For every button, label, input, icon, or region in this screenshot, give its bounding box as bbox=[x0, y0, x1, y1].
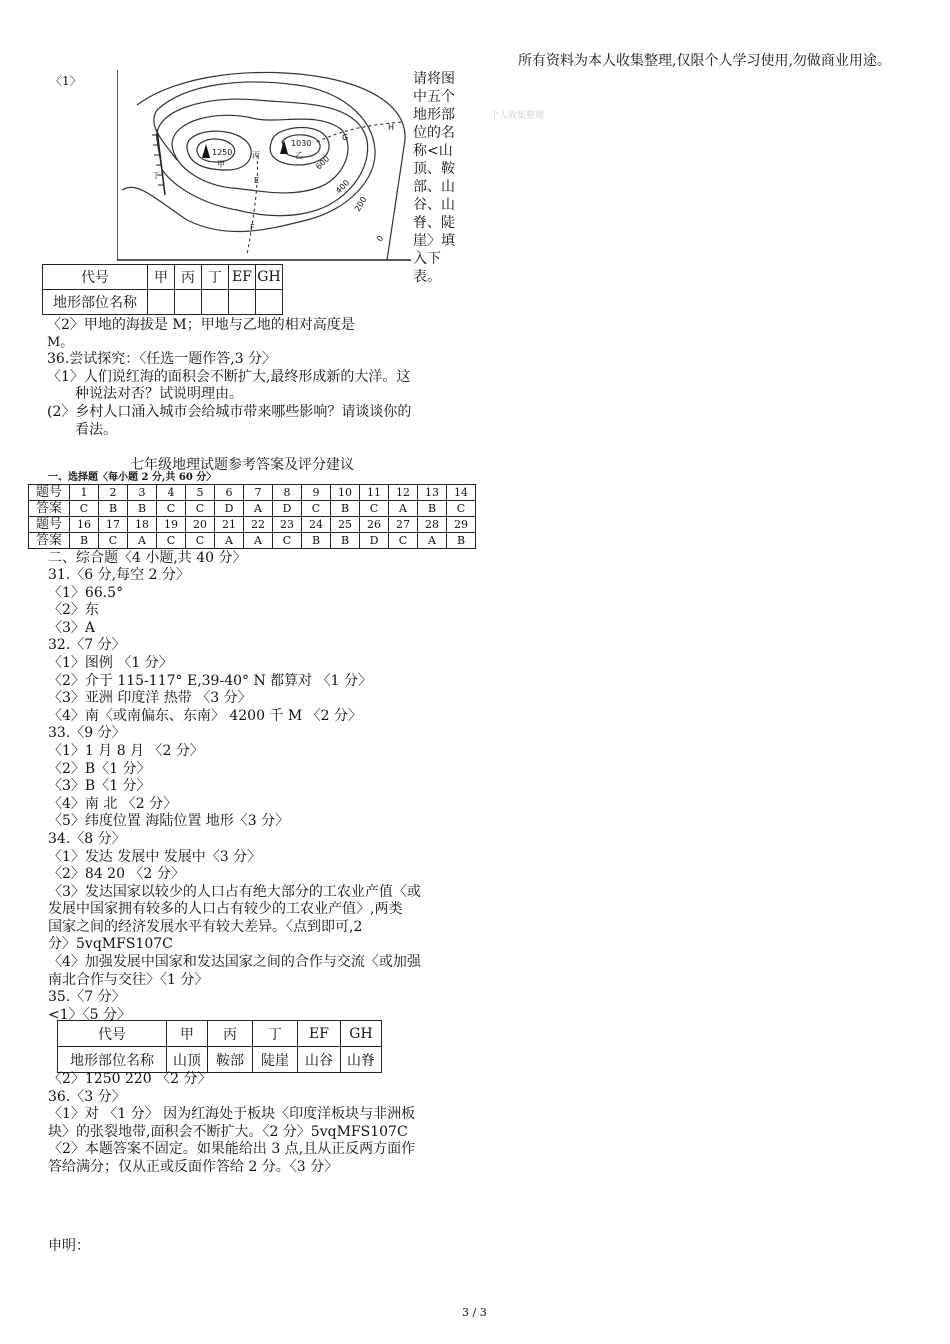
answer-line: 发展中国家拥有较多的人口占有较少的工农业产值〉,两类 bbox=[48, 901, 403, 918]
answer-cell: B bbox=[128, 501, 157, 517]
answer-line: 〈2〉84 20 〈2 分〉 bbox=[48, 866, 185, 883]
answer-line: 〈1〉发达 发展中 发展中〈3 分〉 bbox=[48, 848, 262, 865]
answer-cell: 24 bbox=[302, 517, 331, 533]
answer-cell: A bbox=[215, 533, 244, 549]
answer-cell: C bbox=[447, 501, 476, 517]
table-header: 题号 bbox=[29, 485, 70, 501]
answer-cell: B bbox=[447, 533, 476, 549]
table-cell bbox=[229, 290, 256, 315]
answer-cell: D bbox=[215, 501, 244, 517]
answer-cell: 20 bbox=[186, 517, 215, 533]
contour-0: 0 bbox=[374, 234, 386, 243]
question-36-2a: (2〉乡村人口涌入城市会给城市带来哪些影响？请谈谈你的 bbox=[47, 404, 412, 420]
answer-list-2 bbox=[48, 1071, 468, 1177]
answer-cell: A bbox=[418, 533, 447, 549]
answer-cell: 13 bbox=[418, 485, 447, 501]
answer-cell: 28 bbox=[418, 517, 447, 533]
table-header: 题号 bbox=[29, 517, 70, 533]
answer-cell: 21 bbox=[215, 517, 244, 533]
answer-line: <1〉〈5 分〉 bbox=[48, 1006, 131, 1023]
answer-cell: C bbox=[157, 501, 186, 517]
answer-cell: C bbox=[99, 533, 128, 549]
answer-line: 〈2〉1250 220 〈2 分〉 bbox=[48, 1071, 212, 1087]
table-header: EF bbox=[229, 265, 256, 290]
table-header: 甲 bbox=[167, 1021, 208, 1047]
table-header: 代号 bbox=[58, 1021, 167, 1047]
answer-line: 分〉5vqMFS107C bbox=[48, 936, 173, 953]
answer-cell: A bbox=[244, 533, 273, 549]
question-36-1b: 种说法对否？试说明理由。 bbox=[75, 386, 243, 402]
answer-cell: 26 bbox=[360, 517, 389, 533]
contour-600: 600 bbox=[314, 154, 332, 172]
answer-line: 〈2〉东 bbox=[48, 602, 99, 619]
answer-cell: 12 bbox=[389, 485, 418, 501]
table-cell bbox=[175, 290, 202, 315]
answer-cell: C bbox=[302, 501, 331, 517]
answer-cell: 27 bbox=[389, 517, 418, 533]
side-line: 请将图 bbox=[413, 71, 455, 87]
table-cell bbox=[202, 290, 229, 315]
question-table bbox=[42, 264, 283, 315]
answer-cell: A bbox=[128, 533, 157, 549]
answer-cell: 8 bbox=[273, 485, 302, 501]
question-36-title: 36.尝试探究：〈任选一题作答,3 分〉 bbox=[47, 351, 277, 367]
answer-line: 〈4〉南〈或南偏东、东南〉 4200 千 M 〈2 分〉 bbox=[48, 707, 363, 724]
table-cell bbox=[256, 290, 283, 315]
answer-line: 31.〈6 分,每空 2 分〉 bbox=[48, 567, 190, 583]
label-g: G bbox=[342, 133, 349, 142]
answer-cell: A bbox=[389, 501, 418, 517]
answer-cell: B bbox=[331, 501, 360, 517]
contour-400: 400 bbox=[334, 178, 352, 196]
label-f: F bbox=[250, 223, 255, 232]
table-cell: 山谷 bbox=[298, 1047, 341, 1073]
section-2-heading: 二、综合题〈4 小题,共 40 分〉 bbox=[48, 550, 247, 566]
answer-cell: C bbox=[186, 501, 215, 517]
answer-cell: 10 bbox=[331, 485, 360, 501]
table-header: 答案 bbox=[29, 533, 70, 549]
answer-cell: C bbox=[70, 501, 99, 517]
answer-cell: 18 bbox=[128, 517, 157, 533]
answer-cell: B bbox=[331, 533, 360, 549]
answer-line: 34.〈8 分〉 bbox=[48, 830, 126, 847]
answer-line: 〈2〉B〈1 分〉 bbox=[48, 760, 151, 777]
side-line: 脊、陡 bbox=[413, 215, 455, 231]
answer-cell: 22 bbox=[244, 517, 273, 533]
table-cell: 陡崖 bbox=[253, 1047, 298, 1073]
question-side-text bbox=[413, 70, 461, 286]
question-label-1: 〈1〉 bbox=[50, 74, 82, 88]
table-header: GH bbox=[256, 265, 283, 290]
question-36-1a: 〈1〉人们说红海的面积会不断扩大,最终形成新的大洋。这 bbox=[47, 369, 411, 385]
table-header: 丙 bbox=[175, 265, 202, 290]
label-h: H bbox=[388, 123, 395, 132]
answer-cell: 9 bbox=[302, 485, 331, 501]
table-header: 丁 bbox=[253, 1021, 298, 1047]
answer-cell: D bbox=[273, 501, 302, 517]
answer-cell: 25 bbox=[331, 517, 360, 533]
answer-line: 答给满分；仅从正或反面作答给 2 分。〈3 分〉 bbox=[48, 1158, 339, 1175]
label-ding: 丁 bbox=[152, 171, 160, 180]
table-cell: 鞍部 bbox=[208, 1047, 253, 1073]
answer-title: 七年级地理试题参考答案及评分建议 bbox=[130, 457, 354, 473]
answer-cell: 17 bbox=[99, 517, 128, 533]
question-2: 〈2〉甲地的海拔是 M；甲地与乙地的相对高度是 bbox=[47, 317, 355, 333]
answer-line: 〈3〉A bbox=[48, 619, 96, 636]
peak-a-name: 甲 bbox=[217, 160, 225, 169]
page-number: 3 / 3 bbox=[462, 1306, 487, 1319]
answer-line: 35.〈7 分〉 bbox=[48, 989, 126, 1006]
answer-cell: B bbox=[418, 501, 447, 517]
table-header: GH bbox=[341, 1021, 382, 1047]
answer-line: 〈1〉1 月 8 月 〈2 分〉 bbox=[48, 742, 204, 759]
answer-cell: B bbox=[70, 533, 99, 549]
answer-line: 36.〈3 分〉 bbox=[48, 1088, 126, 1105]
side-line: 位的名 bbox=[413, 125, 455, 141]
statement: 申明： bbox=[48, 1238, 90, 1254]
answer-line: 〈1〉对 〈1 分〉 因为红海处于板块〈印度洋板块与非洲板 bbox=[48, 1106, 416, 1123]
answer-line: 〈3〉B〈1 分〉 bbox=[48, 778, 151, 795]
table-cell: 山脊 bbox=[341, 1047, 382, 1073]
answer-cell: 4 bbox=[157, 485, 186, 501]
answer-cell: C bbox=[273, 533, 302, 549]
table-header: 答案 bbox=[29, 501, 70, 517]
contour-200: 200 bbox=[352, 195, 369, 213]
table-header: 丁 bbox=[202, 265, 229, 290]
table-header: 甲 bbox=[148, 265, 175, 290]
answer-cell: 3 bbox=[128, 485, 157, 501]
faint-watermark: 个人收集整理 bbox=[490, 111, 545, 121]
answer-line: 〈1〉66.5° bbox=[48, 584, 124, 601]
section-1-heading: 一、选择题〈每小题 2 分,共 60 分〉 bbox=[48, 472, 217, 483]
answer-cell: 7 bbox=[244, 485, 273, 501]
answer-cell: D bbox=[360, 533, 389, 549]
answer-line: 〈1〉图例 〈1 分〉 bbox=[48, 654, 173, 671]
answer-line: 33.〈9 分〉 bbox=[48, 725, 126, 742]
answer-cell: 16 bbox=[70, 517, 99, 533]
answer-cell: C bbox=[389, 533, 418, 549]
table-cell bbox=[148, 290, 175, 315]
table-row-label: 地形部位名称 bbox=[43, 290, 148, 315]
answer-cell: 23 bbox=[273, 517, 302, 533]
answer-35-table bbox=[57, 1020, 382, 1073]
answer-table bbox=[28, 484, 476, 549]
answer-cell: C bbox=[360, 501, 389, 517]
question-2-cont: M。 bbox=[47, 335, 74, 350]
answer-line: 南北合作与交往〉〈1 分〉 bbox=[48, 971, 209, 988]
peak-b-elevation: 1030 bbox=[291, 139, 312, 148]
answer-cell: 14 bbox=[447, 485, 476, 501]
answer-cell: 11 bbox=[360, 485, 389, 501]
answer-cell: 1 bbox=[70, 485, 99, 501]
answer-line: 〈3〉亚洲 印度洋 热带 〈3 分〉 bbox=[48, 690, 252, 707]
label-bing: 丙 bbox=[252, 151, 260, 160]
answer-line: 〈5〉纬度位置 海陆位置 地形〈3 分〉 bbox=[48, 813, 290, 830]
side-line: 崖〉填 bbox=[413, 233, 455, 249]
table-header: 丙 bbox=[208, 1021, 253, 1047]
answer-cell: 5 bbox=[186, 485, 215, 501]
table-header: 代号 bbox=[43, 265, 148, 290]
answer-line: 国家之间的经济发展水平有较大差异。〈点到即可,2 bbox=[48, 918, 363, 935]
answer-line: 32.〈7 分〉 bbox=[48, 637, 126, 654]
answer-cell: C bbox=[157, 533, 186, 549]
contour-map bbox=[117, 70, 411, 262]
answer-cell: B bbox=[302, 533, 331, 549]
side-line: 部、山 bbox=[413, 179, 455, 195]
table-cell: 山顶 bbox=[167, 1047, 208, 1073]
table-header: EF bbox=[298, 1021, 341, 1047]
answer-cell: 2 bbox=[99, 485, 128, 501]
side-line: 顶、鞍 bbox=[413, 161, 455, 177]
side-line: 中五个 bbox=[413, 89, 455, 105]
peak-a-elevation: 1250 bbox=[212, 148, 233, 157]
answer-line: 〈2〉本题答案不固定。如果能给出 3 点,且从正反两方面作 bbox=[48, 1141, 416, 1158]
peak-b-name: 乙 bbox=[295, 151, 303, 160]
usage-notice: 所有资料为本人收集整理,仅限个人学习使用,勿做商业用途。 bbox=[518, 53, 891, 69]
table-cell: 地形部位名称 bbox=[58, 1047, 167, 1073]
answer-line: 〈3〉发达国家以较少的人口占有绝大部分的工农业产值〈或 bbox=[48, 883, 421, 900]
answer-line: 〈4〉南 北 〈2 分〉 bbox=[48, 795, 178, 812]
answer-cell: 19 bbox=[157, 517, 186, 533]
answer-list bbox=[48, 567, 468, 1024]
answer-cell: C bbox=[186, 533, 215, 549]
side-line: 入下表。 bbox=[413, 251, 441, 285]
question-36-2b: 看法。 bbox=[75, 422, 117, 438]
answer-cell: 6 bbox=[215, 485, 244, 501]
answer-cell: A bbox=[244, 501, 273, 517]
answer-cell: B bbox=[99, 501, 128, 517]
answer-line: 块〉的张裂地带,面积会不断扩大。〈2 分〉5vqMFS107C bbox=[48, 1123, 408, 1140]
answer-line: 〈2〉介于 115-117° E,39-40° N 都算对 〈1 分〉 bbox=[48, 672, 372, 689]
label-e: E bbox=[254, 176, 260, 185]
answer-line: 〈4〉加强发展中国家和发达国家之间的合作与交流〈或加强 bbox=[48, 954, 421, 971]
side-line: 地形部 bbox=[413, 107, 455, 123]
side-line: 谷、山 bbox=[413, 197, 455, 213]
answer-cell: 29 bbox=[447, 517, 476, 533]
side-line: 称<山 bbox=[413, 143, 453, 159]
